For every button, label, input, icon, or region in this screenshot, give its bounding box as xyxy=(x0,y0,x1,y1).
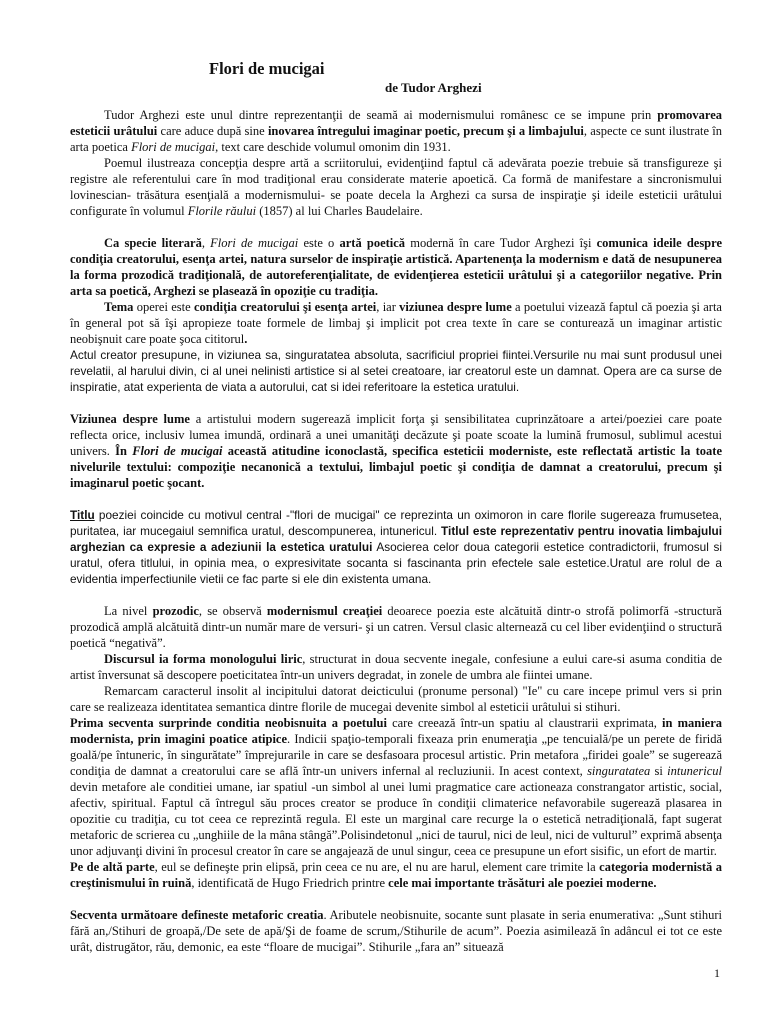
text-run: Discursul ia forma monologului liric xyxy=(104,652,303,666)
text-run: condiţia creatorului şi esenţa artei xyxy=(193,300,377,314)
text-run: Titlul este reprezentativ pentru inovatia limbajului arghezian ca expresie a adeziunii la estetica uratului xyxy=(70,524,722,554)
author-line: de Tudor Arghezi xyxy=(385,80,482,95)
text-run: prozodic xyxy=(152,604,199,618)
text-run: categoria modernistă a creştinismului în ruină xyxy=(70,860,722,890)
text-run: inovarea întregului imaginar poetic, precum şi a limbajului xyxy=(267,124,584,138)
text-run: , eul se defineşte prin elipsă, prin ceea ce nu are, el nu are harul, element care trimite la xyxy=(154,860,600,874)
text-run: , se observă xyxy=(198,604,267,618)
paragraph-p11 xyxy=(70,715,722,859)
text-run: intunericul xyxy=(667,764,722,778)
text-run: Florile răului xyxy=(187,204,257,218)
text-run: a poetului vizează faptul că poezia şi arta în general pot să îşi apropieze toate formele de limbaj şi implicit pot crea texte în care se conturează un imaginar artistic neobişnuit care poate şoca cititorul xyxy=(70,300,722,346)
text-run: este o xyxy=(298,236,340,250)
text-run: Flori de mucigai xyxy=(132,444,223,458)
text-run: Ca specie literară xyxy=(104,236,202,250)
text-run: a artistului modern sugerează implicit forţa şi sensibilitatea cuprinzătoare a artei/poeziei care poate reflecta orice, inclusiv lumea imundă, ordinară a unei umanităţi decăzute şi poate scoate la lumină frumosul, sublimul acestui univers. xyxy=(70,412,722,458)
text-run: comunica ideile despre condiţia creatorului, esenţa artei, natura surselor de inspiraţie artistică. Apartenenţa la modernism e dată de nesupunerea la forma prozodică tradiţională, de autoreferenţialitate, de evidenţierea esteticii urâtului şi a categoriilor negative. Prin arta sa poetică, Arghezi se plasează în opoziţie cu tradiţia. xyxy=(70,236,723,298)
paragraph-p10 xyxy=(70,683,722,715)
text-run: Pe de altă parte xyxy=(70,860,155,874)
document-body xyxy=(70,107,722,955)
text-run: La nivel xyxy=(104,604,153,618)
text-run: devin metafore ale conditiei umane, iar spatiul -un simbol al unei lumi pragmatice care actioneaza constrangator artistic, social, afectiv, spiritual. Faptul că întregul său proces creator se produce în condiţii climaterice nefavorabile sugerează plasarea in opozitie cu tradiţia, cu tot ceea ce reprezintă regula. El este un marginal care recurge la o estetică netradiţională, fapt sugerat metaforic de scrierea cu „unghiile de la mâna stângă”.Polisindetonul „nici de taurul, nici de leul, nici de vulturul” exprimă absenţa unor adjuvanţi divini în procesul creator în care se angajează de unul singur, ceea ce presupune un efort sisific, un efort de martir. xyxy=(70,780,722,858)
text-run: poeziei coincide cu motivul central -"flori de mucigai" ce reprezinta un oximoron in care florile sugereaza frumusetea, puritatea, iar mucegaiul semnifica uratul, descompunerea, intunericul. xyxy=(70,508,722,538)
text-run: Flori de mucigai xyxy=(131,140,216,154)
text-run: Flori de mucigai xyxy=(210,236,299,250)
paragraph-p5 xyxy=(70,347,722,395)
text-run: in maniera modernista, prin imagini poatice atipice xyxy=(70,716,723,746)
text-run: cele mai importante trăsături ale poeziei moderne. xyxy=(388,876,657,890)
text-run: . Aributele neobisnuite, socante sunt plasate in seria enumerativa: „Sunt stihuri fără an,/Stihuri de groapă,/De sete de apă/Şi de foame de scrum,/Stihurile de acum”. Poezia asimilează în adâncul ei tot ce este urât, distrugător, rău, demonic, ea este “floare de mucigai”. Stihurile „fara an” situează xyxy=(70,908,723,954)
paragraph-p6 xyxy=(70,411,722,491)
text-run: singuratatea xyxy=(587,764,651,778)
paragraph-p9 xyxy=(70,651,722,683)
paragraph-gap xyxy=(70,891,722,907)
text-run: În xyxy=(115,444,133,458)
text-run: viziunea despre lume xyxy=(399,300,512,314)
document-title: Flori de mucigai xyxy=(209,59,325,78)
text-run: si xyxy=(650,764,668,778)
paragraph-p2 xyxy=(70,155,722,219)
text-run: promovarea esteticii urâtului xyxy=(70,108,722,138)
text-run: Viziunea despre lume xyxy=(70,412,190,426)
text-run: modernă în care Tudor Arghezi îşi xyxy=(405,236,597,250)
text-run: modernismul creaţiei xyxy=(266,604,383,618)
text-run: Tudor Arghezi este unul dintre reprezentanţii de seamă ai modernismului românesc ce se impune prin xyxy=(104,108,658,122)
text-run: care creează într-un spatiu al claustrarii exprimata, xyxy=(386,716,663,730)
page-number: 1 xyxy=(714,966,720,980)
paragraph-gap xyxy=(70,219,722,235)
text-run: , text care deschide volumul omonim din 1931. xyxy=(215,140,451,154)
paragraph-p8 xyxy=(70,603,722,651)
paragraph-p7 xyxy=(70,507,722,587)
paragraph-gap xyxy=(70,587,722,603)
text-run: Actul creator presupune, in viziunea sa, singuratatea absoluta, sacrificiul propriei fiintei.Versurile nu mai sunt produsul unei revelatii, al harului divin, ci al unei nelinisti artistice si al setei creatoare, iar creatorul este un damnat. Opera are ca surse de inspiratie, atat experienta de viata a autorului, cat si idei referitoare la estetica uratului. xyxy=(70,348,722,394)
paragraph-p4 xyxy=(70,299,722,347)
text-run: Remarcam caracterul insolit al incipitului datorat deicticului (pronume personal) "Ie" cu care incepe primul vers si prin care se realizeaza identitatea semantica dintre florile de mucegai devenite simbol al esteticii urâtului si stihuri. xyxy=(70,684,722,714)
paragraph-p12 xyxy=(70,859,722,891)
paragraph-gap xyxy=(70,395,722,411)
text-run: artă poetică xyxy=(339,236,406,250)
text-run: Asocierea celor doua categorii estetice contradictorii, frumosul si uratul, ofera titlului, in opinia mea, o expresivitate socanta si fascinanta prin efectele sale estetice.Uratul are rolul de a evidentia imperfectiunile vietii ce fac parte si ele din existenta umana. xyxy=(70,540,722,586)
text-run: deoarece poezia este alcătuită dintr-o strofă polimorfă -structură prozodică amplă alcătuită dintr-un număr mare de versuri- şi un catren. Versul clasic alternează cu cel liber evidenţiind o structură poetică “negativă”. xyxy=(70,604,722,650)
text-run: Tema xyxy=(104,300,134,314)
text-run: Titlu xyxy=(70,508,95,522)
text-run: această atitudine iconoclastă, specifica esteticii moderniste, este reflectată artistic la toate nivelurile textului: compoziţie necanonică a textului, limbajul poetic şi condiţia de damnat a creatorului, precum şi imaginarul poetic şocant. xyxy=(70,444,722,490)
text-run: operei este xyxy=(133,300,194,314)
paragraph-p13 xyxy=(70,907,722,955)
paragraph-gap xyxy=(70,491,722,507)
text-run: , xyxy=(201,236,211,250)
text-run: . xyxy=(244,332,248,346)
paragraph-p3 xyxy=(70,235,722,299)
text-run: , iar xyxy=(376,300,400,314)
text-run: , aspecte ce sunt ilustrate în arta poetica xyxy=(70,124,722,154)
text-run: , identificată de Hugo Friedrich printre xyxy=(191,876,389,890)
text-run: . Indicii spaţio-temporali fixeaza prin enumeraţia „pe tencuială/pe un perete de firidă goală/pe întuneric, în singurătate” împrejurarile in care se desfasoara procesul artistic. Prin metafora „firidei goale” se sugerează condiţia de damnat a creatorului care se află într-un univers infernal al recluziunii. In acest context, xyxy=(70,732,722,778)
text-run: care aduce după sine xyxy=(157,124,268,138)
paragraph-p1 xyxy=(70,107,722,155)
text-run: Secventa următoare defineste metaforic creatia xyxy=(70,908,324,922)
text-run: , structurat in doua secvente inegale, confesiune a eului care-si asuma conditia de artist înversunat să descopere poeticitatea într-un univers degradat, in zonele de umbra ale fiintei umane. xyxy=(70,652,722,682)
text-run: Poemul ilustreaza concepţia despre artă a scriitorului, evidenţiind faptul că adevărata poezie trebuie să transfigureze şi registre ale referentului care în mod tradiţional erau considerate materie apoetică. Ca formă de manifestare a sincronismului lovinescian- trăsătura esenţială a modernismului- se poate decela la Arghezi ca sursa de inspiraţie şi ideile esteticii urâtului configurate în volumul xyxy=(70,156,722,218)
text-run: Prima secventa surprinde conditia neobisnuita a poetului xyxy=(70,716,387,730)
text-run: (1857) al lui Charles Baudelaire. xyxy=(256,204,423,218)
